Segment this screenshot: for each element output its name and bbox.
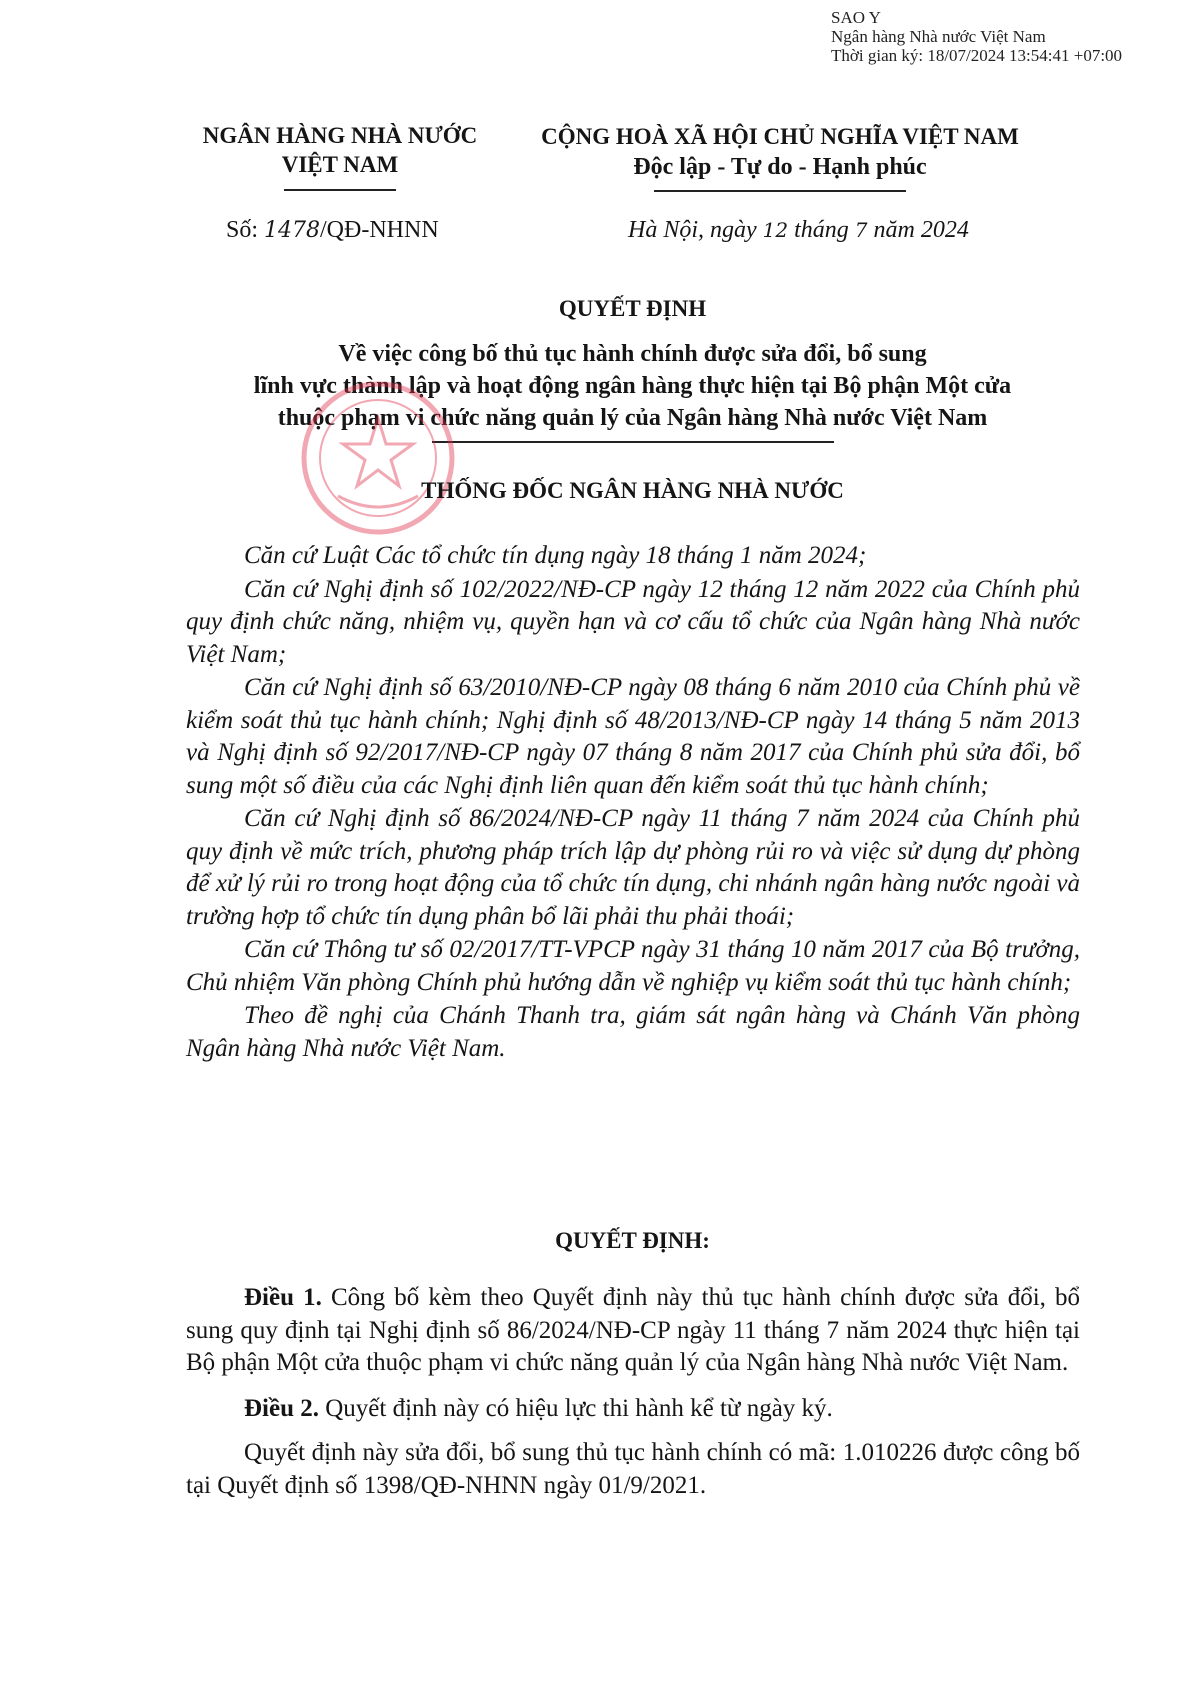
- legal-basis-paragraph: Theo đề nghị của Chánh Thanh tra, giám sát ngân hàng và Chánh Văn phòng Ngân hàng Nhà nước Việt Nam.: [186, 1002, 1080, 1062]
- national-header: [510, 121, 1050, 192]
- date-suffix: năm 2024: [867, 217, 969, 243]
- subject-line-3: thuộc phạm vi chức năng quản lý của Ngân hàng Nhà nước Việt Nam: [277, 405, 988, 431]
- date-prefix: Hà Nội, ngày: [628, 217, 763, 243]
- date-middle: tháng: [788, 217, 855, 243]
- signature-label: SAO Y: [831, 8, 881, 27]
- document-type-title: QUYẾT ĐỊNH: [558, 296, 707, 321]
- subject-divider: [432, 441, 834, 443]
- agency-name-line2: VIỆT NAM: [281, 152, 399, 177]
- decision-heading: QUYẾT ĐỊNH:: [555, 1228, 710, 1253]
- document-subject: [180, 338, 1085, 443]
- legal-basis-paragraph: Căn cứ Nghị định số 63/2010/NĐ-CP ngày 08 tháng 6 năm 2010 của Chính phủ về kiểm soát thủ tục hành chính; Nghị định số 48/2013/NĐ-CP ngày 14 tháng 5 năm 2013 và Nghị định số 92/2017/NĐ-CP ngày 07 tháng 8 năm 2017 của Chính phủ sửa đổi, bổ sung một số điều của các Nghị định liên quan đến kiểm soát thủ tục hành chính;: [186, 674, 1080, 799]
- legal-basis-paragraph: Căn cứ Thông tư số 02/2017/TT-VPCP ngày 31 tháng 10 năm 2017 của Bộ trưởng, Chủ nhiệm Văn phòng Chính phủ hướng dẫn về nghiệp vụ kiểm soát thủ tục hành chính;: [186, 936, 1080, 996]
- articles-section: [186, 1282, 1080, 1502]
- number-prefix: Số:: [226, 217, 265, 243]
- article-2-text: Quyết định này có hiệu lực thi hành kể từ ngày ký.: [319, 1394, 833, 1422]
- article-1: [186, 1282, 1080, 1380]
- subject-line-1: Về việc công bố thủ tục hành chính được sửa đổi, bổ sung: [338, 341, 927, 367]
- article-2-note: Quyết định này sửa đổi, bổ sung thủ tục hành chính có mã: 1.010226 được công bố tại Quyết định số 1398/QĐ-NHNN ngày 01/9/2021.: [186, 1439, 1080, 1499]
- legal-basis-paragraph: Căn cứ Luật Các tổ chức tín dụng ngày 18 tháng 1 năm 2024;: [244, 542, 867, 569]
- motto-divider: [654, 190, 906, 192]
- agency-header: [190, 121, 490, 191]
- handwritten-day: 12: [762, 218, 789, 242]
- article-2: [186, 1393, 1080, 1426]
- signature-signer: Ngân hàng Nhà nước Việt Nam: [831, 27, 1046, 46]
- handwritten-month: 7: [854, 218, 868, 242]
- digital-signature-stamp: [831, 8, 1122, 65]
- national-motto: Độc lập - Tự do - Hạnh phúc: [633, 154, 927, 180]
- legal-basis-section: [186, 540, 1080, 1066]
- agency-divider: [284, 189, 396, 191]
- subject-line-2: lĩnh vực thành lập và hoạt động ngân hàng thực hiện tại Bộ phận Một cửa: [253, 373, 1012, 399]
- article-1-text: Công bố kèm theo Quyết định này thủ tục hành chính được sửa đổi, bổ sung quy định tại Nghị định số 86/2024/NĐ-CP ngày 11 tháng 7 năm 2024 thực hiện tại Bộ phận Một cửa thuộc phạm vi chức năng quản lý của Ngân hàng Nhà nước Việt Nam.: [186, 1284, 1081, 1376]
- handwritten-number: 1478: [264, 218, 321, 243]
- issuer-title: THỐNG ĐỐC NGÂN HÀNG NHÀ NƯỚC: [421, 478, 844, 503]
- document-number: [226, 217, 439, 244]
- document-date: [628, 217, 969, 244]
- legal-basis-paragraph: Căn cứ Nghị định số 86/2024/NĐ-CP ngày 11 tháng 7 năm 2024 của Chính phủ quy định về mức trích, phương pháp trích lập dự phòng rủi ro và việc sử dụng dự phòng để xử lý rủi ro trong hoạt động của tổ chức tín dụng, chi nhánh ngân hàng nước ngoài và trường hợp tổ chức tín dụng phân bổ lãi phải thu phải thoái;: [186, 805, 1080, 930]
- country-name: CỘNG HOÀ XÃ HỘI CHỦ NGHĨA VIỆT NAM: [541, 124, 1019, 149]
- number-suffix: /QĐ-NHNN: [320, 217, 439, 243]
- article-2-label: Điều 2.: [244, 1394, 319, 1422]
- article-1-label: Điều 1.: [244, 1284, 322, 1311]
- legal-basis-paragraph: Căn cứ Nghị định số 102/2022/NĐ-CP ngày 12 tháng 12 năm 2022 của Chính phủ quy định chức năng, nhiệm vụ, quyền hạn và cơ cấu tổ chức của Ngân hàng Nhà nước Việt Nam;: [186, 575, 1080, 668]
- signature-time: Thời gian ký: 18/07/2024 13:54:41 +07:00: [831, 46, 1123, 65]
- agency-name-line1: NGÂN HÀNG NHÀ NƯỚC: [202, 123, 478, 148]
